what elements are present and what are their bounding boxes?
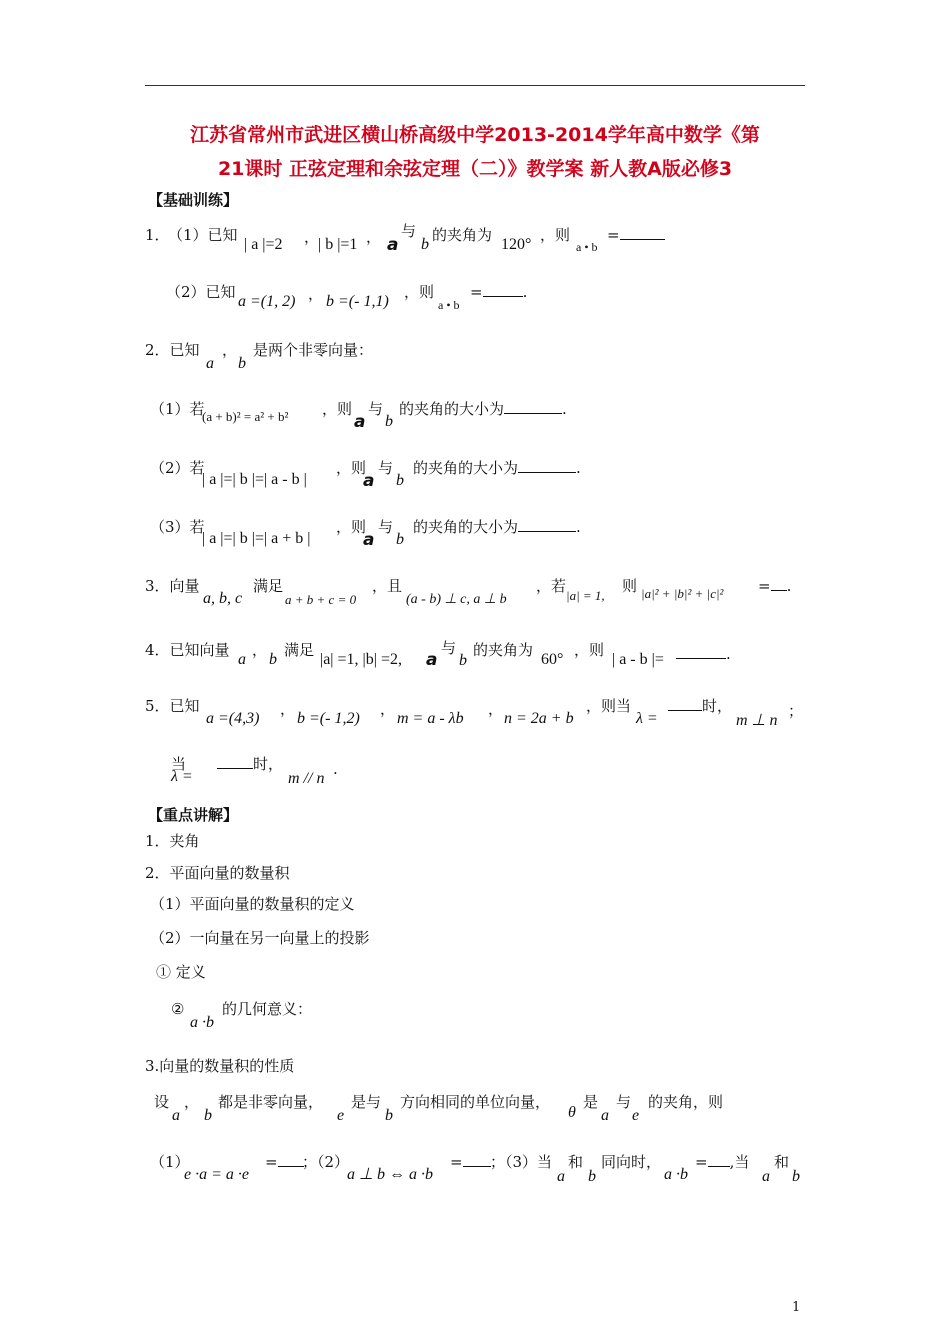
q2-part3-vector-a: a — [363, 530, 375, 550]
key-2-2-b-expression: a ·b — [190, 1014, 214, 1031]
q2-yu-3: 与 — [378, 518, 394, 536]
q4-vector-a: a — [238, 651, 246, 668]
section-basic-training: 【基础训练】 — [148, 191, 239, 209]
q1-answer-2 — [470, 283, 527, 301]
key-3-yu: 与 — [616, 1093, 632, 1111]
comma: ， — [488, 700, 504, 718]
q2-part3-expression: | a |=| b |=| a + b | — [202, 530, 311, 547]
answer-blank — [483, 286, 523, 297]
answer-blank — [518, 521, 576, 532]
answer-blank — [518, 462, 576, 473]
period: . — [786, 577, 792, 595]
key-2-1-definition: （1）平面向量的数量积的定义 — [150, 895, 355, 913]
key-3-nonzero: 都是非零向量， — [218, 1093, 324, 1111]
q1-angle-value: 120° — [501, 236, 532, 253]
key-3-p3-vector-b-2: b — [792, 1168, 800, 1185]
q1-vector-b-coords: b =(- 1,1) — [326, 293, 389, 310]
answer-blank — [463, 1156, 491, 1167]
answer-blank — [771, 580, 787, 591]
q1-answer — [607, 226, 665, 244]
key-3-p3-vector-a-2: a — [762, 1168, 770, 1185]
equals: = — [450, 1153, 463, 1171]
q5-vector-n: n = 2a + b — [504, 710, 574, 727]
q2-part1-vector-b: b — [385, 413, 393, 430]
q2-part2-expression: | a |=| b |=| a - b | — [202, 471, 307, 488]
q2-vector-a: a — [206, 355, 214, 372]
key-3-p3-answer — [695, 1153, 749, 1171]
q4-vector-b-2: b — [459, 652, 467, 669]
key-3-vector-b-2: b — [385, 1107, 393, 1124]
key-3-p3-vector-b: b — [588, 1168, 596, 1185]
q2-ze-1: ，则 — [322, 400, 353, 418]
equals: = — [758, 577, 771, 595]
key-3-is-with: 是与 — [351, 1093, 382, 1111]
q3-abs-a: |a| = 1, — [566, 588, 605, 603]
q5-lambda-2: λ = — [171, 768, 193, 785]
key-3-theta: θ — [568, 1104, 576, 1121]
q4-vector-b: b — [269, 651, 277, 668]
title-line-1: 江苏省常州市武进区横山桥高级中学2013-2014学年高中数学《第 — [190, 124, 760, 146]
q4-vector-a-2: a — [426, 650, 438, 670]
equals: = — [470, 283, 483, 301]
q1-vector-a-coords: a =(1, 2) — [238, 293, 296, 310]
key-3-p3-vector-a: a — [557, 1168, 565, 1185]
q1-dot-product: a • b — [576, 240, 598, 254]
q5-parallel: m // n — [288, 770, 325, 787]
comma: ， — [304, 228, 320, 246]
q3-perpendicular: (a - b) ⊥ c, a ⊥ b — [406, 592, 507, 607]
q2-part3-label: （3）若 — [150, 518, 205, 536]
period: . — [576, 518, 581, 536]
key-1-angle: 1．夹角 — [145, 832, 200, 850]
q3-satisfy: 满足 — [253, 577, 284, 595]
answer-blank — [217, 758, 253, 769]
key-3-p1-answer — [265, 1153, 304, 1171]
key-3-shi: 是 — [583, 1093, 599, 1111]
q5-period: . — [333, 760, 338, 778]
q5-lambda: λ = — [636, 710, 658, 727]
comma: ， — [184, 1093, 200, 1111]
q2-part1-label: （1）若 — [150, 400, 205, 418]
comma: ， — [252, 641, 268, 659]
comma: ， — [222, 341, 238, 359]
q4-yu: 与 — [441, 639, 457, 657]
q5-vector-a: a =(4,3) — [206, 710, 260, 727]
q2-part2-answer — [413, 459, 581, 477]
q5-shi: 时， — [702, 697, 733, 715]
q1-number: 1． — [145, 226, 170, 244]
q2-part2-vector-a: a — [363, 471, 375, 491]
header-rule — [145, 85, 805, 86]
key-3-p3-label: ；（3）当 — [490, 1153, 553, 1171]
period: . — [522, 283, 528, 301]
key-3-p2-expression: a ⊥ b ⇔ a ·b — [347, 1166, 433, 1183]
q1-ze-2: ，则 — [404, 283, 435, 301]
q4-angle-value: 60° — [541, 651, 564, 668]
key-3-vector-a-2: a — [601, 1107, 609, 1124]
q2-intro: 2．已知 — [145, 341, 200, 359]
angle-size-text: 的夹角的大小为 — [399, 400, 505, 418]
q2-part2-vector-b: b — [396, 472, 404, 489]
q5-answer-2 — [217, 755, 283, 773]
q1-a-abs: | a |=2 — [244, 236, 283, 253]
period: . — [726, 645, 731, 663]
comma: ， — [280, 700, 296, 718]
q4-satisfy: 满足 — [284, 641, 315, 659]
q1-ze: ，则 — [540, 226, 571, 244]
key-3-properties: 3.向量的数量积的性质 — [145, 1057, 295, 1075]
key-2-2-a-definition: ① 定义 — [156, 963, 206, 981]
q4-difference-magnitude: | a - b |= — [612, 651, 664, 668]
key-3-p2-answer — [450, 1153, 491, 1171]
key-3-same-direction: 同向时， — [601, 1153, 662, 1171]
q2-part1-answer — [399, 400, 567, 418]
q1-b-abs: | b |=1 — [318, 236, 358, 253]
q2-part3-answer — [413, 518, 581, 536]
q2-description: 是两个非零向量： — [253, 341, 374, 359]
key-2-2-projection: （2）一向量在另一向量上的投影 — [150, 929, 370, 947]
q1-yu: 与 — [401, 222, 417, 240]
q4-intro: 4．已知向量 — [145, 641, 230, 659]
q4-magnitudes: |a| =1, |b| =2, — [320, 651, 402, 668]
key-3-vector-a: a — [172, 1107, 180, 1124]
answer-blank — [504, 403, 562, 414]
q4-ze: ，则 — [574, 641, 605, 659]
q1-vector-a: a — [387, 235, 399, 255]
q2-part2-label: （2）若 — [150, 459, 205, 477]
key-3-angle-text: 的夹角，则 — [648, 1093, 724, 1111]
key-3-p1-expression: e ·a = a ·e — [184, 1166, 249, 1183]
q2-part3-vector-b: b — [396, 531, 404, 548]
q5-shi-2: 时， — [253, 755, 284, 773]
q1-part1-label: （1）已知 — [168, 226, 238, 244]
q3-sum-of-squares: |a|² + |b|² + |c|² — [641, 586, 724, 601]
angle-size-text: 的夹角的大小为 — [413, 459, 519, 477]
q2-part1-expression: (a + b)² = a² + b² — [202, 409, 289, 424]
q3-sum-zero: a + b + c = 0 — [285, 592, 357, 607]
key-2-2-b-number: ② — [171, 1000, 185, 1018]
q2-ze-2: ，则 — [336, 459, 367, 477]
equals: = — [695, 1153, 708, 1171]
angle-size-text: 的夹角的大小为 — [413, 518, 519, 536]
q3-and: ，且 — [372, 577, 403, 595]
key-3-unit-e-2: e — [632, 1107, 640, 1124]
q3-vectors: a, b, c — [203, 590, 243, 607]
q5-when: ，则当 — [586, 697, 632, 715]
answer-blank — [668, 700, 702, 711]
q1-angle-text: 的夹角为 — [432, 226, 493, 244]
q2-ze-3: ，则 — [336, 518, 367, 536]
section-key-points: 【重点讲解】 — [148, 806, 239, 824]
key-3-she: 设 — [154, 1093, 170, 1111]
q2-yu-1: 与 — [368, 400, 384, 418]
period: . — [576, 459, 581, 477]
q5-vector-b: b =(- 1,2) — [297, 710, 360, 727]
key-3-dang: ,当 — [729, 1153, 750, 1171]
q3-answer — [758, 577, 791, 595]
document-title — [130, 118, 820, 186]
q2-part1-vector-a: a — [354, 412, 366, 432]
key-3-unit-text: 方向相同的单位向量， — [400, 1093, 551, 1111]
q3-if: ，若 — [536, 577, 567, 595]
q5-answer-1 — [668, 697, 732, 715]
answer-blank — [708, 1156, 730, 1167]
page-number: 1 — [792, 1300, 801, 1315]
q4-answer — [676, 645, 731, 663]
key-3-unit-e: e — [337, 1107, 345, 1124]
q2-yu-2: 与 — [378, 459, 394, 477]
key-3-p2-label: ；（2） — [302, 1153, 350, 1171]
title-line-2: 21课时 正弦定理和余弦定理（二）》教学案 新人教A版必修3 — [217, 158, 733, 180]
q5-intro: 5．已知 — [145, 697, 200, 715]
equals: = — [607, 226, 620, 244]
period: . — [562, 400, 567, 418]
q3-ze: 则 — [622, 577, 638, 595]
q1-vector-b: b — [421, 236, 429, 253]
q1-part2-label: （2）已知 — [166, 283, 236, 301]
q3-intro: 3．向量 — [145, 577, 200, 595]
key-3-he-2: 和 — [774, 1153, 790, 1171]
q5-dang: 当 — [171, 755, 187, 773]
key-2-dot-product: 2．平面向量的数量积 — [145, 864, 290, 882]
comma: ， — [308, 285, 324, 303]
answer-blank — [620, 229, 665, 240]
q5-perpendicular: m ⊥ n — [736, 712, 778, 729]
key-3-he: 和 — [568, 1153, 584, 1171]
q1-dot-product-2: a • b — [438, 298, 460, 312]
answer-blank — [278, 1156, 304, 1167]
answer-blank — [676, 648, 726, 659]
key-2-2-b-meaning: 的几何意义： — [222, 1000, 313, 1018]
equals: = — [265, 1153, 278, 1171]
key-3-p1-label: （1） — [150, 1153, 190, 1171]
q5-semicolon: ； — [788, 702, 804, 720]
q4-angle-text: 的夹角为 — [473, 641, 534, 659]
comma: ， — [366, 228, 382, 246]
q2-vector-b: b — [238, 355, 246, 372]
key-3-vector-b: b — [204, 1107, 212, 1124]
q5-vector-m: m = a - λb — [397, 710, 464, 727]
comma: ， — [380, 700, 396, 718]
key-3-p3-expression: a ·b — [664, 1166, 688, 1183]
